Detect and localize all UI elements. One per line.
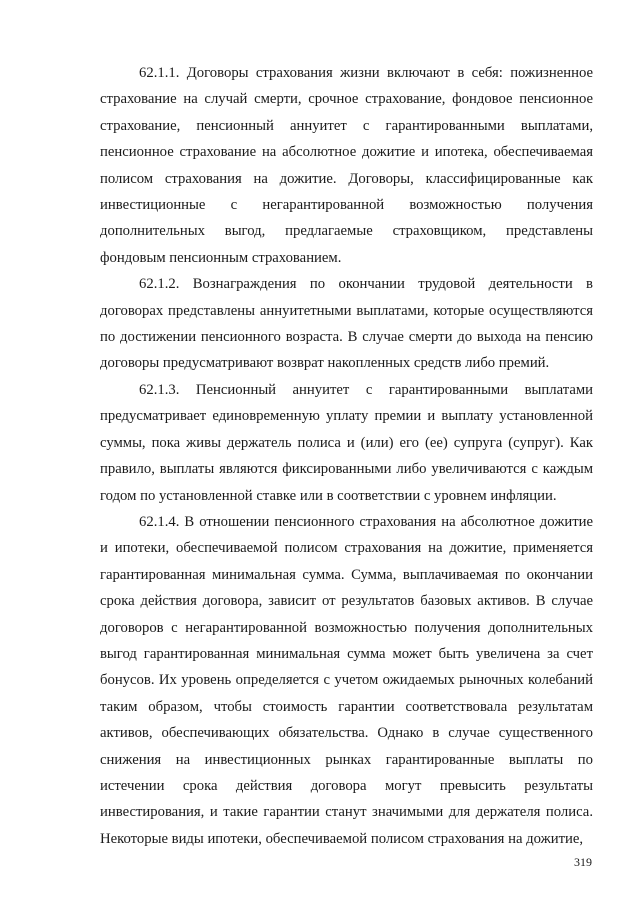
body-text <box>100 60 593 852</box>
page-number: 319 <box>574 855 592 869</box>
paragraph-62-1-1: 62.1.1. Договоры страхования жизни включают в себя: пожизненное страхование на случай смерти, срочное страхование, фондовое пенсионное страхование, пенсионный аннуитет с гарантированными выплатами, пенсионное страхование на абсолютное дожитие и ипотека, обеспечиваемая полисом страхования на дожитие. Договоры, классифицированные как инвестиционные с негарантированной возможностью получения дополнительных выгод, предлагаемые страховщиком, представлены фондовым пенсионным страхованием. <box>100 65 593 266</box>
paragraph-62-1-4: 62.1.4. В отношении пенсионного страхования на абсолютное дожитие и ипотеки, обеспечиваемой полисом страхования на дожитие, применяется гарантированная минимальная сумма. Сумма, выплачиваемая по окончании срока действия договора, зависит от результатов базовых активов. В случае договоров с негарантированной возможностью получения дополнительных выгод гарантированная минимальная сумма может быть увеличена за счет бонусов. Их уровень определяется с учетом ожидаемых рыночных колебаний таким образом, чтобы стоимость гарантии соответствовала результатам активов, обеспечивающих обязательства. Однако в случае существенного снижения на инвестиционных рынках гарантированные выплаты по истечении срока действия договора могут превысить результаты инвестирования, и такие гарантии станут значимыми для держателя полиса. Некоторые виды ипотеки, обеспечиваемой полисом страхования на дожитие, <box>100 513 593 847</box>
paragraph-62-1-3: 62.1.3. Пенсионный аннуитет с гарантированными выплатами предусматривает единовременную уплату премии и выплату установленной суммы, пока живы держатель полиса и (или) его (ее) супруга (супруг). Как правило, выплаты являются фиксированными либо увеличиваются с каждым годом по установленной ставке или в соответствии с уровнем инфляции. <box>100 381 593 504</box>
paragraph-62-1-2: 62.1.2. Вознаграждения по окончании трудовой деятельности в договорах представлены аннуитетными выплатами, которые осуществляются по достижении пенсионного возраста. В случае смерти до выхода на пенсию договоры предусматривают возврат накопленных средств либо премий. <box>100 276 593 372</box>
